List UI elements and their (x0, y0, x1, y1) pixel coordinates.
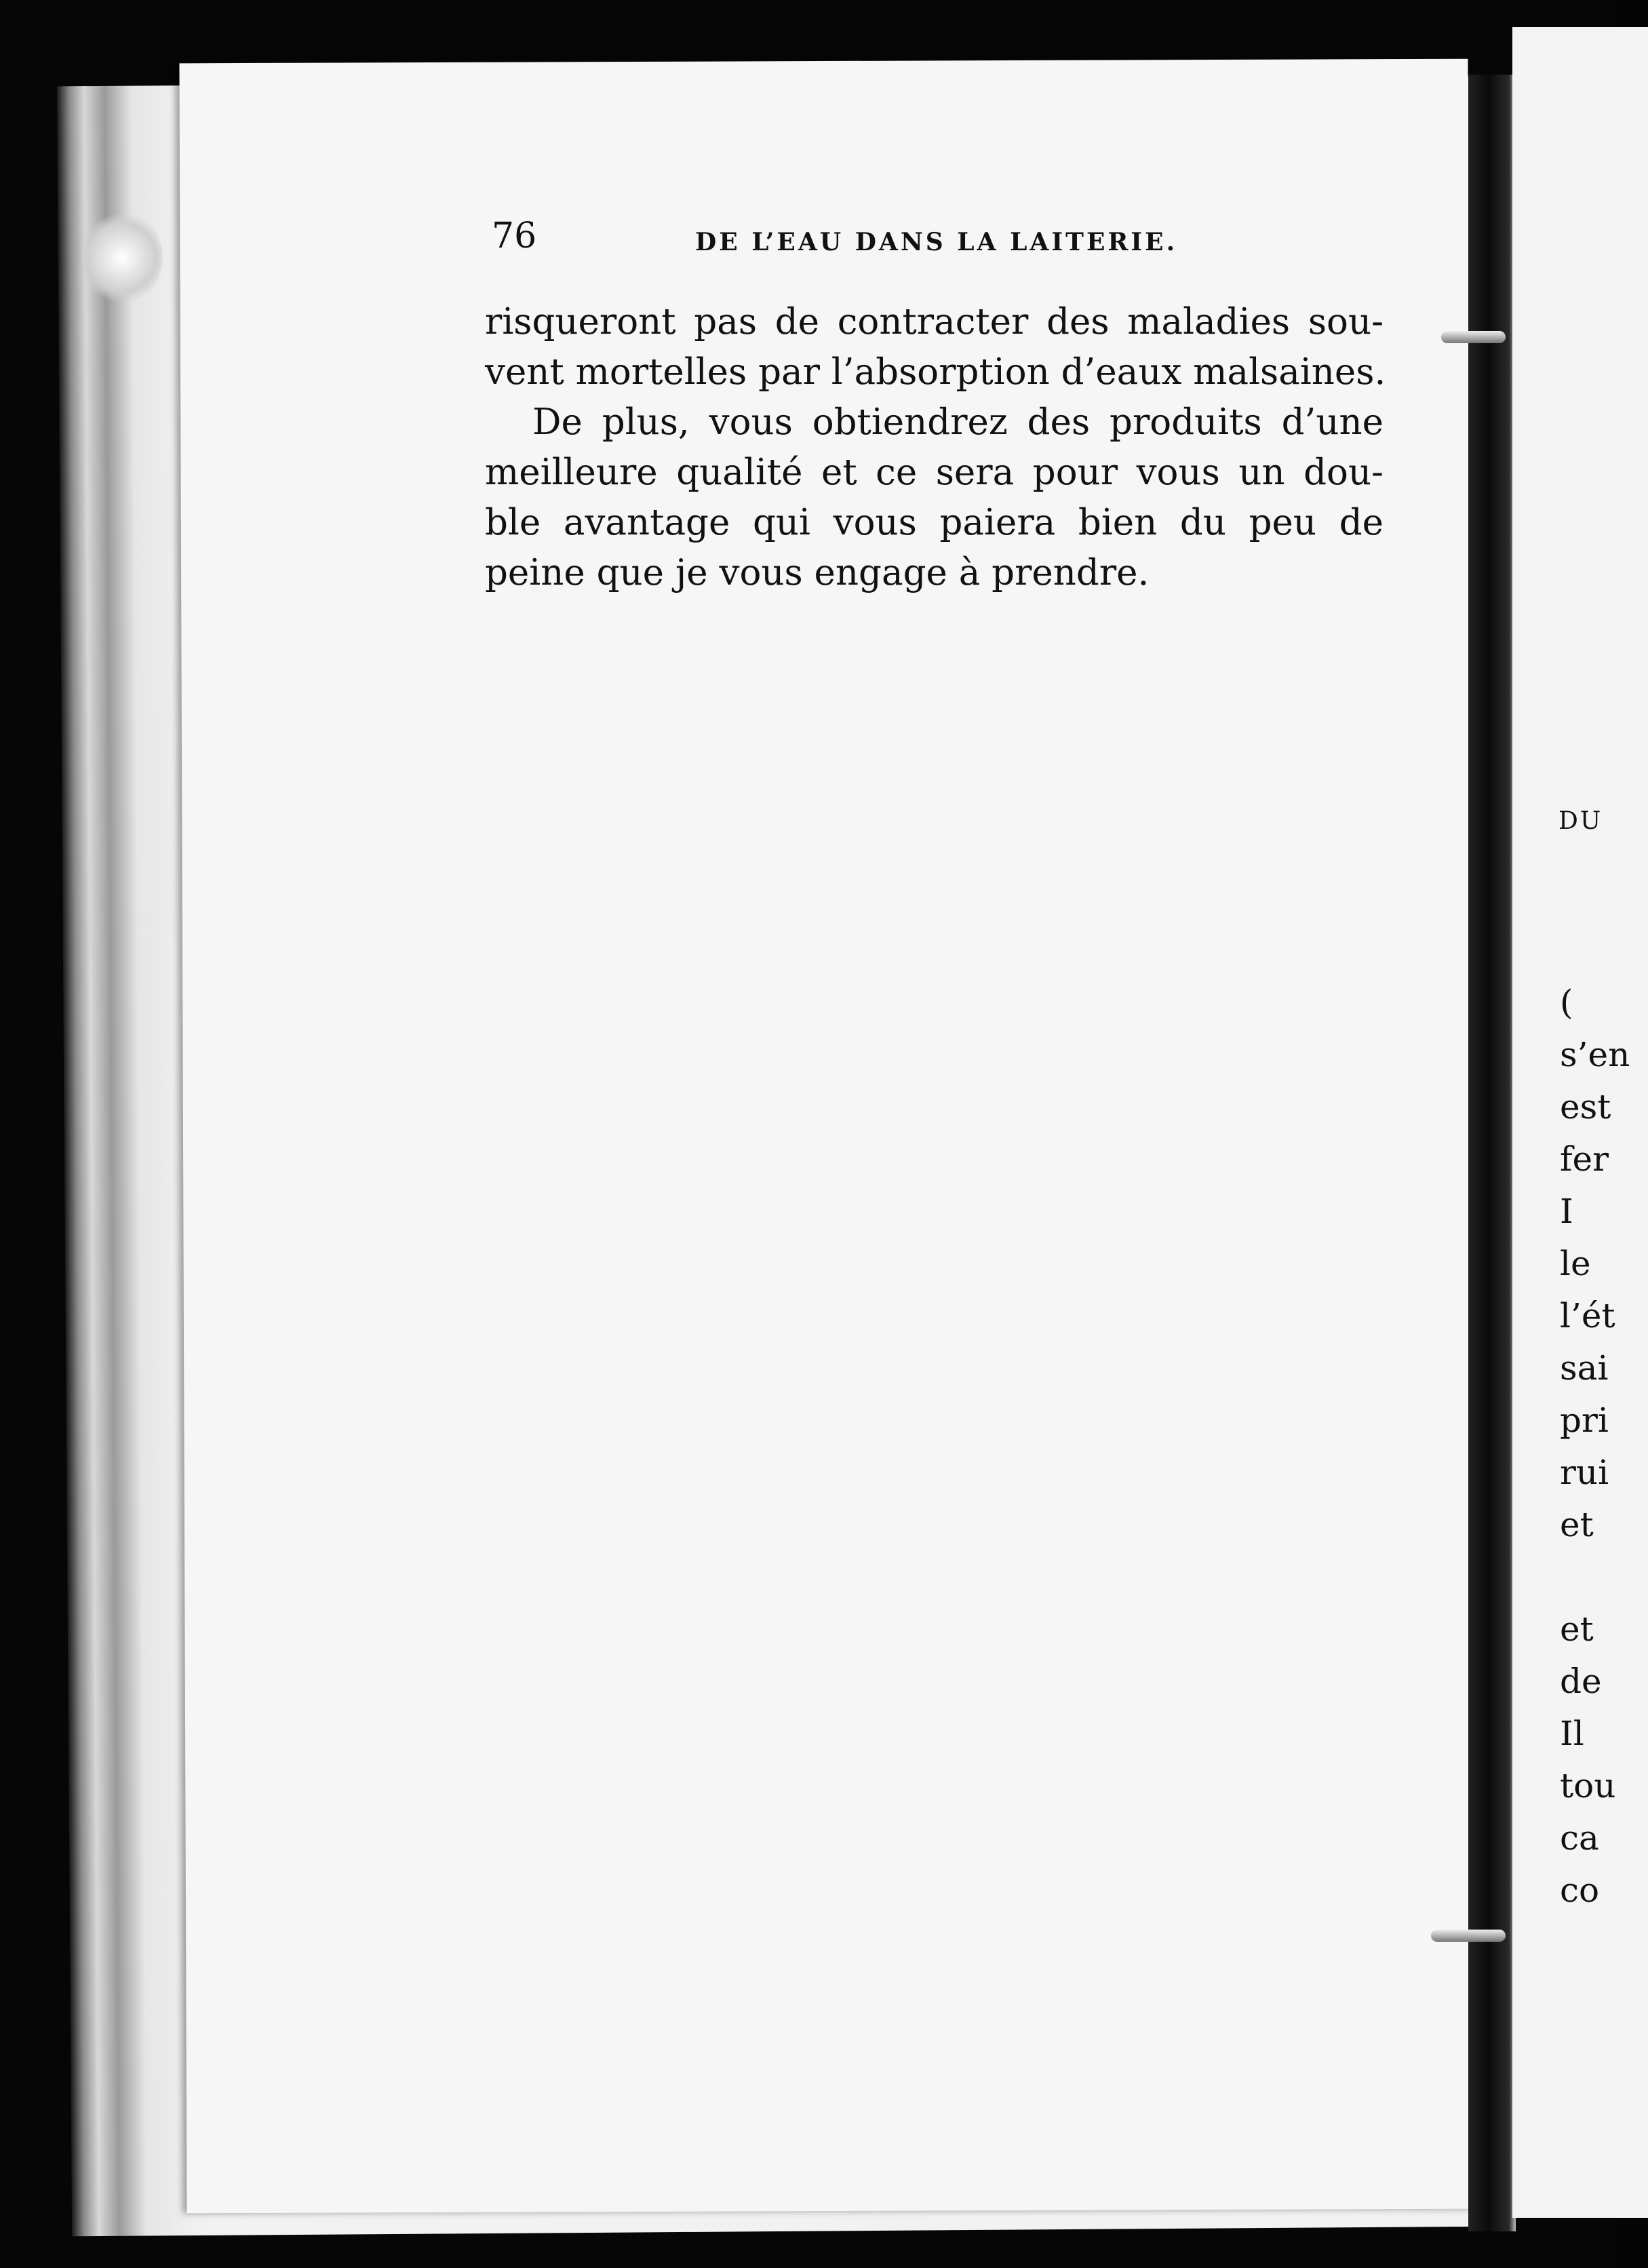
text-fragment: ( (1560, 983, 1573, 1022)
text-fragment: et (1560, 1505, 1594, 1544)
text-fragment: fer (1560, 1139, 1609, 1179)
right-page-heading-fragment: DU (1558, 807, 1603, 835)
text-fragment (1560, 1551, 1614, 1603)
page-header (492, 216, 1373, 256)
text-fragment: s’en (1560, 1035, 1630, 1074)
text-fragment: pri (1560, 1401, 1609, 1440)
text-line: peine que je vous engage à prendre. (485, 552, 1150, 593)
running-head: DE L’EAU DANS LA LAITERIE. (695, 228, 1178, 256)
text-line: meilleure qualité et ce sera pour vous un dou- (485, 452, 1384, 493)
text-fragment: tou (1560, 1766, 1616, 1805)
text-fragment: est (1560, 1087, 1611, 1127)
right-page-text-fragments (1560, 977, 1630, 1917)
text-fragment: sai (1560, 1348, 1609, 1388)
text-fragment: rui (1560, 1453, 1609, 1492)
text-fragment: l’ét (1560, 1296, 1615, 1335)
text-fragment: Il (1560, 1714, 1584, 1753)
text-line: vent mortelles par l’absorption d’eaux malsaines. (485, 351, 1386, 393)
binding-thread-bottom (1431, 1930, 1506, 1942)
body-text (485, 297, 1384, 598)
text-fragment: co (1560, 1871, 1600, 1910)
text-fragment: de (1560, 1662, 1602, 1701)
text-fragment: le (1560, 1244, 1591, 1283)
text-line: De plus, vous obtiendrez des produits d’une (532, 402, 1384, 443)
text-line: risqueront pas de contracter des maladies sou- (485, 301, 1384, 343)
binding-thread-top (1441, 331, 1506, 343)
text-fragment: ca (1560, 1818, 1599, 1858)
text-line: ble avantage qui vous paiera bien du peu de (485, 502, 1384, 543)
page-number: 76 (492, 216, 537, 256)
book-gutter (1468, 75, 1516, 2231)
text-fragment: I (1560, 1192, 1573, 1231)
paper-stain (81, 210, 163, 305)
text-fragment: et (1560, 1609, 1594, 1649)
